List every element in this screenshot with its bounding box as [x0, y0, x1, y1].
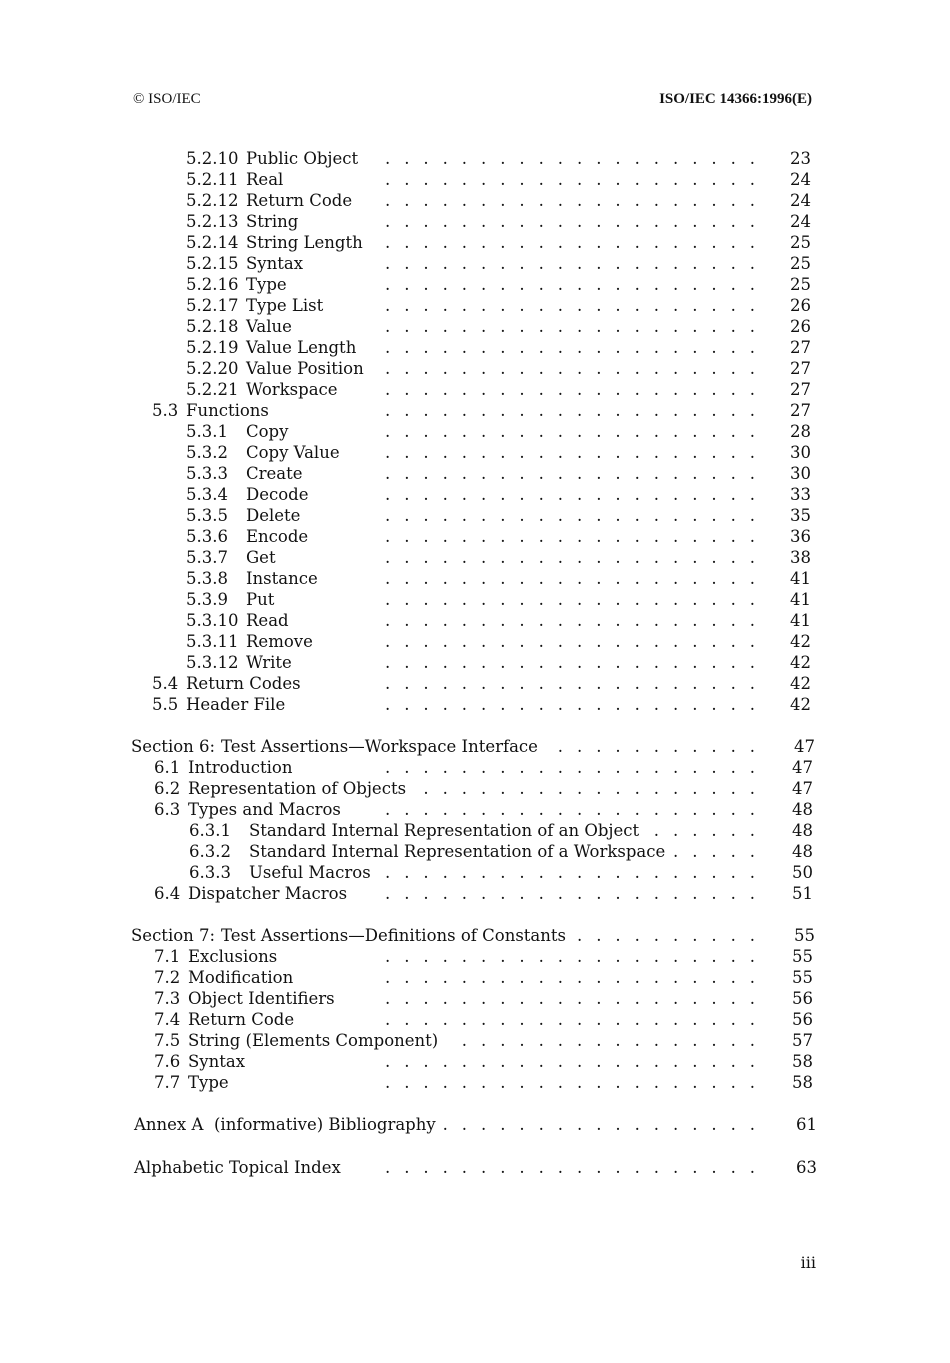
toc-entry-page: 63	[796, 1158, 817, 1177]
toc-entry[interactable]	[134, 1114, 818, 1135]
toc-entry-page: 55	[794, 926, 815, 945]
toc-entry-number: 5.2.10	[186, 149, 239, 168]
toc-entry[interactable]	[186, 484, 818, 505]
dot-leader: . . . . . . . . . . . . . . . . . . . .	[385, 233, 756, 252]
dot-leader: . . . . . . . . . . . . . . . . . . . .	[385, 548, 756, 567]
toc-entry-number: 7.3	[154, 989, 181, 1008]
header-copyright: © ISO/IEC	[133, 91, 201, 107]
toc-entry-page: 55	[792, 947, 813, 966]
toc-entry-title: Value	[246, 317, 292, 336]
toc-entry-number: 7.4	[154, 1010, 181, 1029]
toc-entry-page: 42	[790, 695, 811, 714]
toc-entry[interactable]	[189, 820, 818, 841]
toc-entry[interactable]	[186, 421, 818, 442]
toc-entry-number: 6.3.1	[189, 821, 231, 840]
toc-entry-number: 5.3.9	[186, 590, 228, 609]
toc-entry[interactable]	[186, 211, 818, 232]
toc-entry[interactable]	[186, 169, 818, 190]
dot-leader: . . . . . . . . . . . . . . . . . . . .	[385, 338, 756, 357]
toc-entry-title: Syntax	[246, 254, 304, 273]
toc-entry-page: 27	[790, 359, 811, 378]
toc-entry[interactable]	[154, 1030, 818, 1051]
toc-entry-title: Object Identifiers	[188, 989, 335, 1008]
toc-entry-number: 5.2.16	[186, 275, 239, 294]
toc-entry-page: 25	[790, 275, 811, 294]
toc-entry[interactable]	[154, 988, 818, 1009]
toc-entry-number: 5.2.21	[186, 380, 239, 399]
toc-entry[interactable]	[186, 190, 818, 211]
toc-entry-page: 41	[790, 590, 811, 609]
toc-entry[interactable]	[186, 253, 818, 274]
toc-entry[interactable]	[186, 547, 818, 568]
toc-entry-title: Delete	[246, 506, 301, 525]
toc-entry-number: 7.1	[154, 947, 181, 966]
toc-entry-title: Return Code	[246, 191, 353, 210]
toc-entry-title: Modification	[188, 968, 294, 987]
toc-entry-number: 6.2	[154, 779, 181, 798]
toc-entry-page: 42	[790, 653, 811, 672]
toc-entry-number: 7.5	[154, 1031, 181, 1050]
toc-entry-page: 61	[796, 1115, 817, 1134]
toc-entry-title: Public Object	[246, 149, 359, 168]
toc-entry-page: 25	[790, 233, 811, 252]
toc-entry[interactable]	[154, 757, 818, 778]
toc-entry[interactable]	[154, 799, 818, 820]
toc-entry-number: 5.3.10	[186, 611, 239, 630]
dot-leader: . . . . . . . . . . . . . . . . . . . .	[385, 254, 756, 273]
toc-entry-page: 24	[790, 212, 811, 231]
dot-leader: . . . . . . . . . . . . . . . . . . . .	[385, 296, 756, 315]
toc-entry[interactable]	[186, 295, 818, 316]
toc-entry-title: Test Assertions—Workspace Interface	[221, 737, 538, 756]
toc-entry-title: Instance	[246, 569, 318, 588]
toc-entry[interactable]	[186, 652, 818, 673]
toc-entry[interactable]	[186, 274, 818, 295]
dot-leader: . . . . . . . . . . .	[557, 737, 756, 756]
toc-entry[interactable]	[154, 778, 818, 799]
dot-leader: . . . . . . . . . . . . . . . . . . . .	[385, 527, 756, 546]
toc-entry-title: Alphabetic Topical Index	[134, 1158, 341, 1177]
toc-entry-number: 5.2.18	[186, 317, 239, 336]
toc-entry-page: 23	[790, 149, 811, 168]
toc-entry-number: 5.2.15	[186, 254, 239, 273]
dot-leader: . . . . . . . . . . . . . . . . . . . .	[385, 968, 756, 987]
dot-leader: . . . . .	[673, 842, 756, 861]
toc-entry-page: 33	[790, 485, 811, 504]
toc-entry-page: 24	[790, 170, 811, 189]
toc-entry-title: Put	[246, 590, 275, 609]
toc-entry[interactable]	[134, 1157, 818, 1178]
toc-entry[interactable]	[186, 232, 818, 253]
dot-leader: . . . . . . . . . . . . . . . . . . . .	[385, 632, 756, 651]
toc-entry[interactable]	[154, 1051, 818, 1072]
dot-leader: . . . . . . . . . . . . . . . . . . . .	[385, 170, 756, 189]
toc-entry-title: Types and Macros	[188, 800, 341, 819]
toc-entry[interactable]	[154, 883, 818, 904]
toc-entry-page: 27	[790, 338, 811, 357]
toc-entry-title: Copy	[246, 422, 289, 441]
toc-entry[interactable]	[186, 526, 818, 547]
toc-entry-title: Useful Macros	[249, 863, 371, 882]
toc-entry[interactable]	[189, 862, 818, 883]
toc-entry-number: Section 6:	[131, 737, 216, 756]
dot-leader: . . . . . . . . . . . . . . . . . . . .	[385, 1158, 756, 1177]
dot-leader: . . . . . . . . . . . . . . . . . . . .	[385, 674, 756, 693]
toc-entry[interactable]	[186, 148, 818, 169]
toc-entry-page: 47	[794, 737, 815, 756]
toc-entry-number: 7.2	[154, 968, 181, 987]
page-number: iii	[800, 1253, 816, 1272]
toc-entry-title: String Length	[246, 233, 363, 252]
dot-leader: . . . . . . . . . . . . . . . . . . . .	[385, 275, 756, 294]
toc-entry[interactable]	[186, 316, 818, 337]
toc-entry-page: 51	[792, 884, 813, 903]
toc-entry-number: 5.5	[152, 695, 179, 714]
toc-entry-number: 5.3.11	[186, 632, 239, 651]
toc-entry-page: 36	[790, 527, 811, 546]
toc-entry[interactable]	[189, 841, 818, 862]
dot-leader: . . . . . . . . . . . . . . . . . . . .	[385, 1010, 756, 1029]
toc-entry[interactable]	[186, 442, 818, 463]
toc-entry-number: 7.6	[154, 1052, 181, 1071]
dot-leader: . . . . . . . . . . . . . . . . . .	[423, 779, 756, 798]
dot-leader: . . . . . . . . . . . . . . . . . . . .	[385, 422, 756, 441]
dot-leader: . . . . . . . . . . . . . . . . . . . .	[385, 1052, 756, 1071]
toc-entry-title: Encode	[246, 527, 309, 546]
toc-entry-number: 5.3	[152, 401, 179, 420]
dot-leader: . . . . . . . . . . . . . . . . . . . .	[385, 317, 756, 336]
toc-entry-title: Real	[246, 170, 284, 189]
dot-leader: . . . . . . . . . . . . . . . . . . . .	[385, 758, 756, 777]
toc-entry-number: Annex A	[134, 1115, 204, 1134]
toc-entry-page: 30	[790, 443, 811, 462]
toc-entry-page: 41	[790, 569, 811, 588]
toc-entry-title: Decode	[246, 485, 309, 504]
toc-entry-page: 42	[790, 632, 811, 651]
dot-leader: . . . . . . . . . . . . . . . . . . . .	[385, 653, 756, 672]
toc-entry-number: 5.3.5	[186, 506, 228, 525]
toc-entry-title: Exclusions	[188, 947, 278, 966]
toc-entry[interactable]	[186, 610, 818, 631]
toc-entry-title: Read	[246, 611, 289, 630]
toc-entry-number: 5.3.2	[186, 443, 228, 462]
toc-entry-title: Introduction	[188, 758, 293, 777]
toc-entry-number: 6.3	[154, 800, 181, 819]
toc-entry-title: Type	[246, 275, 287, 294]
toc-entry-page: 48	[792, 800, 813, 819]
toc-entry-title: Dispatcher Macros	[188, 884, 348, 903]
toc-entry-title: Return Codes	[186, 674, 301, 693]
toc-entry[interactable]	[186, 568, 818, 589]
toc-entry[interactable]	[186, 589, 818, 610]
toc-entry-number: 6.3.3	[189, 863, 231, 882]
toc-entry-title: Representation of Objects	[188, 779, 407, 798]
dot-leader: . . . . . . . . . . . . . . . . . . . .	[385, 359, 756, 378]
toc-entry[interactable]	[186, 631, 818, 652]
toc-entry-title: Write	[246, 653, 292, 672]
dot-leader: . . . . . . . . . . . . . . . . . . . .	[385, 191, 756, 210]
dot-leader: . . . . . . . . . . . . . . . . . . . .	[385, 590, 756, 609]
dot-leader: . . . . . . . . . . . . . . . . . . . .	[385, 947, 756, 966]
toc-entry-page: 42	[790, 674, 811, 693]
toc-entry[interactable]	[154, 1072, 818, 1093]
toc-entry-page: 30	[790, 464, 811, 483]
toc-entry-page: 56	[792, 1010, 813, 1029]
toc-entry-page: 58	[792, 1073, 813, 1092]
toc-entry-page: 27	[790, 401, 811, 420]
dot-leader: . . . . . . . . . . . . . . . . . . . .	[385, 149, 756, 168]
dot-leader: . . . . . . . . . . . . . . . . . . . .	[385, 506, 756, 525]
toc-entry-title: Standard Internal Representation of a Workspace	[249, 842, 666, 861]
toc-entry-title: Value Length	[246, 338, 357, 357]
toc-entry-page: 27	[790, 380, 811, 399]
toc-entry-title: Test Assertions—Definitions of Constants	[221, 926, 566, 945]
dot-leader: . . . . . . . . . . . . . . . . . . . .	[385, 485, 756, 504]
toc-entry-number: 5.2.14	[186, 233, 239, 252]
dot-leader: . . . . . . . . . . . . . . . . . . . .	[385, 884, 756, 903]
toc-entry-title: Return Code	[188, 1010, 295, 1029]
toc-entry[interactable]	[186, 379, 818, 400]
dot-leader: . . . . . .	[653, 821, 756, 840]
toc-entry-page: 48	[792, 842, 813, 861]
header-standard-number: ISO/IEC 14366:1996(E)	[659, 91, 812, 107]
toc-entry-page: 57	[792, 1031, 813, 1050]
toc-entry-page: 50	[792, 863, 813, 882]
toc-entry-number: 5.3.3	[186, 464, 228, 483]
toc-entry[interactable]	[186, 358, 818, 379]
toc-entry-page: 28	[790, 422, 811, 441]
toc-entry-title: String	[246, 212, 299, 231]
toc-entry[interactable]	[152, 400, 818, 421]
toc-entry-page: 26	[790, 317, 811, 336]
dot-leader: . . . . . . . . . .	[577, 926, 756, 945]
dot-leader: . . . . . . . . . . . . . . . . . . . .	[385, 989, 756, 1008]
toc-entry-page: 55	[792, 968, 813, 987]
dot-leader: . . . . . . . . . . . . . . . . . . . .	[385, 611, 756, 630]
toc-entry-number: 6.4	[154, 884, 181, 903]
toc-entry-number: 6.3.2	[189, 842, 231, 861]
toc-entry-title: Functions	[186, 401, 269, 420]
toc-entry-title: Type List	[246, 296, 324, 315]
toc-entry-page: 26	[790, 296, 811, 315]
toc-entry-number: 5.4	[152, 674, 179, 693]
toc-entry-title: Syntax	[188, 1052, 246, 1071]
toc-entry-page: 24	[790, 191, 811, 210]
dot-leader: . . . . . . . . . . . . . . . . . . . .	[385, 212, 756, 231]
dot-leader: . . . . . . . . . . . . . . . . . . . .	[385, 443, 756, 462]
toc-entry-page: 48	[792, 821, 813, 840]
toc-entry-page: 41	[790, 611, 811, 630]
dot-leader: . . . . . . . . . . . . . . . . . . . .	[385, 380, 756, 399]
dot-leader: . . . . . . . . . . . . . . . .	[461, 1031, 756, 1050]
toc-entry-number: 5.2.20	[186, 359, 239, 378]
dot-leader: . . . . . . . . . . . . . . . . . . . .	[385, 569, 756, 588]
toc-entry-number: 5.2.12	[186, 191, 239, 210]
toc-entry-title: String (Elements Component)	[188, 1031, 439, 1050]
toc-entry-title: Header File	[186, 695, 286, 714]
toc-entry[interactable]	[154, 1009, 818, 1030]
toc-entry-page: 56	[792, 989, 813, 1008]
toc-entry-number: 5.3.8	[186, 569, 228, 588]
toc-entry-title: Remove	[246, 632, 313, 651]
toc-entry-title: Create	[246, 464, 303, 483]
toc-entry-number: 5.3.7	[186, 548, 228, 567]
toc-entry-number: Section 7:	[131, 926, 216, 945]
dot-leader: . . . . . . . . . . . . . . . . . . . .	[385, 863, 756, 882]
toc-entry-number: 5.3.6	[186, 527, 228, 546]
toc-entry-title: (informative) Bibliography	[214, 1115, 436, 1134]
toc-entry-number: 5.3.1	[186, 422, 228, 441]
toc-entry-number: 6.1	[154, 758, 181, 777]
dot-leader: . . . . . . . . . . . . . . . . . . . .	[385, 464, 756, 483]
toc-entry-number: 5.2.11	[186, 170, 239, 189]
toc-entry-page: 47	[792, 758, 813, 777]
toc-entry[interactable]	[131, 736, 818, 757]
dot-leader: . . . . . . . . . . . . . . . . . . . .	[385, 800, 756, 819]
toc-entry-title: Type	[188, 1073, 229, 1092]
toc-entry[interactable]	[186, 337, 818, 358]
toc-entry[interactable]	[186, 505, 818, 526]
toc-entry-number: 5.3.12	[186, 653, 239, 672]
toc-entry-number: 7.7	[154, 1073, 181, 1092]
toc-entry[interactable]	[186, 463, 818, 484]
dot-leader: . . . . . . . . . . . . . . . . .	[442, 1115, 756, 1134]
dot-leader: . . . . . . . . . . . . . . . . . . . .	[385, 695, 756, 714]
toc-entry[interactable]	[152, 694, 818, 715]
toc-entry[interactable]	[154, 946, 818, 967]
toc-entry-title: Get	[246, 548, 276, 567]
toc-entry-number: 5.2.17	[186, 296, 239, 315]
toc-entry-page: 58	[792, 1052, 813, 1071]
toc-entry-page: 47	[792, 779, 813, 798]
toc-entry-number: 5.2.13	[186, 212, 239, 231]
toc-entry-title: Workspace	[246, 380, 338, 399]
toc-entry-page: 35	[790, 506, 811, 525]
dot-leader: . . . . . . . . . . . . . . . . . . . .	[385, 401, 756, 420]
toc-entry-title: Value Position	[246, 359, 364, 378]
toc-entry-page: 38	[790, 548, 811, 567]
toc-entry-number: 5.3.4	[186, 485, 228, 504]
toc-entry-page: 25	[790, 254, 811, 273]
toc-entry[interactable]	[152, 673, 818, 694]
toc-entry-title: Copy Value	[246, 443, 340, 462]
dot-leader: . . . . . . . . . . . . . . . . . . . .	[385, 1073, 756, 1092]
toc-entry-title: Standard Internal Representation of an Object	[249, 821, 640, 840]
toc-entry-number: 5.2.19	[186, 338, 239, 357]
toc-entry[interactable]	[154, 967, 818, 988]
toc-entry[interactable]	[131, 925, 818, 946]
